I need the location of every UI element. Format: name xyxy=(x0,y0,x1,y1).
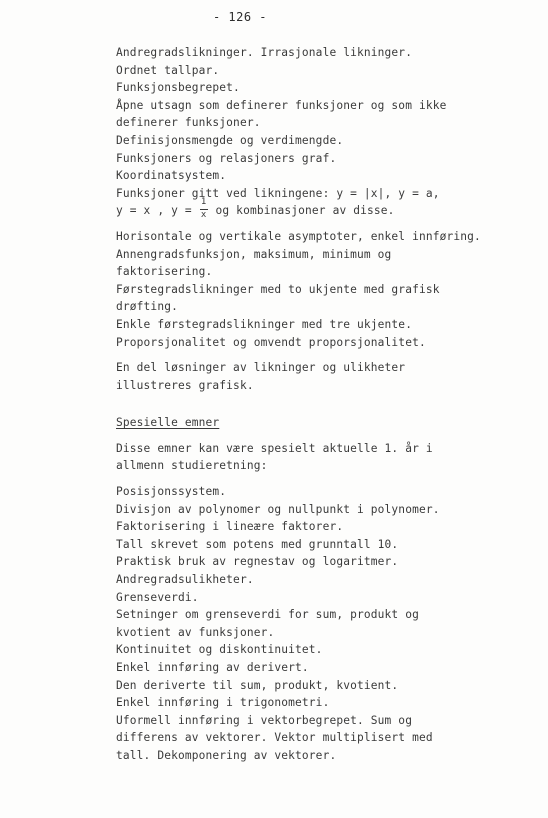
topic-list-functions xyxy=(116,228,536,351)
list-item: tall. Dekomponering av vektorer. xyxy=(116,748,337,762)
list-item: Funksjoner gitt ved likningene: y = |x|, y = a, xyxy=(116,186,440,200)
list-item: Førstegradslikninger med to ukjente med grafisk xyxy=(116,282,440,296)
list-item: Ordnet tallpar. xyxy=(116,63,220,77)
list-item: Tall skrevet som potens med grunntall 10. xyxy=(116,537,399,551)
topic-list-algebra xyxy=(116,44,536,220)
intro-line: allmenn studieretning: xyxy=(116,459,268,473)
graphical-note xyxy=(116,359,536,394)
intro-line: Disse emner kan være spesielt aktuelle 1. år i xyxy=(116,441,433,455)
list-item: Andregradsulikheter. xyxy=(116,573,254,587)
list-item: Faktorisering i lineære faktorer. xyxy=(116,520,344,534)
list-item: Den deriverte til sum, produkt, kvotient. xyxy=(116,678,399,692)
list-item: drøfting. xyxy=(116,300,178,314)
list-item: faktorisering. xyxy=(116,265,213,279)
list-item: Andregradslikninger. Irrasjonale likninger. xyxy=(116,46,413,59)
page-number: - 126 - xyxy=(212,10,268,24)
list-item: Enkle førstegradslikninger med tre ukjente. xyxy=(116,317,413,331)
spacer xyxy=(116,475,536,483)
formula-text-before: y = x , y = xyxy=(116,204,199,218)
list-item: Koordinatsystem. xyxy=(116,169,227,183)
formula-line xyxy=(116,197,536,221)
list-item: differens av vektorer. Vektor multiplisert med xyxy=(116,731,433,745)
spacer xyxy=(116,432,536,440)
fraction-numerator: 1 xyxy=(200,197,207,208)
list-item: Funksjoners og relasjoners graf. xyxy=(116,151,337,165)
list-item: Definisjonsmengde og verdimengde. xyxy=(116,133,344,147)
section-intro xyxy=(116,440,536,475)
list-item: Posisjonssystem. xyxy=(116,485,227,499)
spacer xyxy=(116,394,536,414)
page-content xyxy=(116,44,536,765)
fraction-one-over-x xyxy=(200,197,208,221)
note-line: En del løsninger av likninger og ulikheter xyxy=(116,361,406,375)
list-item: Funksjonsbegrepet. xyxy=(116,81,240,95)
list-item: definerer funksjoner. xyxy=(116,116,261,130)
fraction-denominator: x xyxy=(200,210,207,221)
list-item: Kontinuitet og diskontinuitet. xyxy=(116,643,323,657)
list-item: Horisontale og vertikale asymptoter, enkel innføring. xyxy=(116,229,481,243)
list-item: Praktisk bruk av regnestav og logaritmer. xyxy=(116,555,399,569)
list-item: Proporsjonalitet og omvendt proporsjonalitet. xyxy=(116,335,426,349)
list-item: Enkel innføring i trigonometri. xyxy=(116,696,330,710)
list-item: Setninger om grenseverdi for sum, produkt og xyxy=(116,608,419,622)
spacer xyxy=(116,351,536,359)
topic-list-special xyxy=(116,483,536,765)
list-item: Uformell innføring i vektorbegrepet. Sum og xyxy=(116,713,413,727)
list-item: Åpne utsagn som definerer funksjoner og som ikke xyxy=(116,98,447,112)
list-item: Annengradsfunksjon, maksimum, minimum og xyxy=(116,247,392,261)
note-line: illustreres grafisk. xyxy=(116,378,254,392)
list-item: Grenseverdi. xyxy=(116,590,199,604)
section-heading: Spesielle emner xyxy=(116,416,220,430)
spacer xyxy=(116,220,536,228)
list-item: Enkel innføring av derivert. xyxy=(116,661,309,674)
list-item: Divisjon av polynomer og nullpunkt i polynomer. xyxy=(116,502,440,516)
formula-text-after: og kombinasjoner av disse. xyxy=(208,204,395,218)
list-item: kvotient av funksjoner. xyxy=(116,625,275,639)
